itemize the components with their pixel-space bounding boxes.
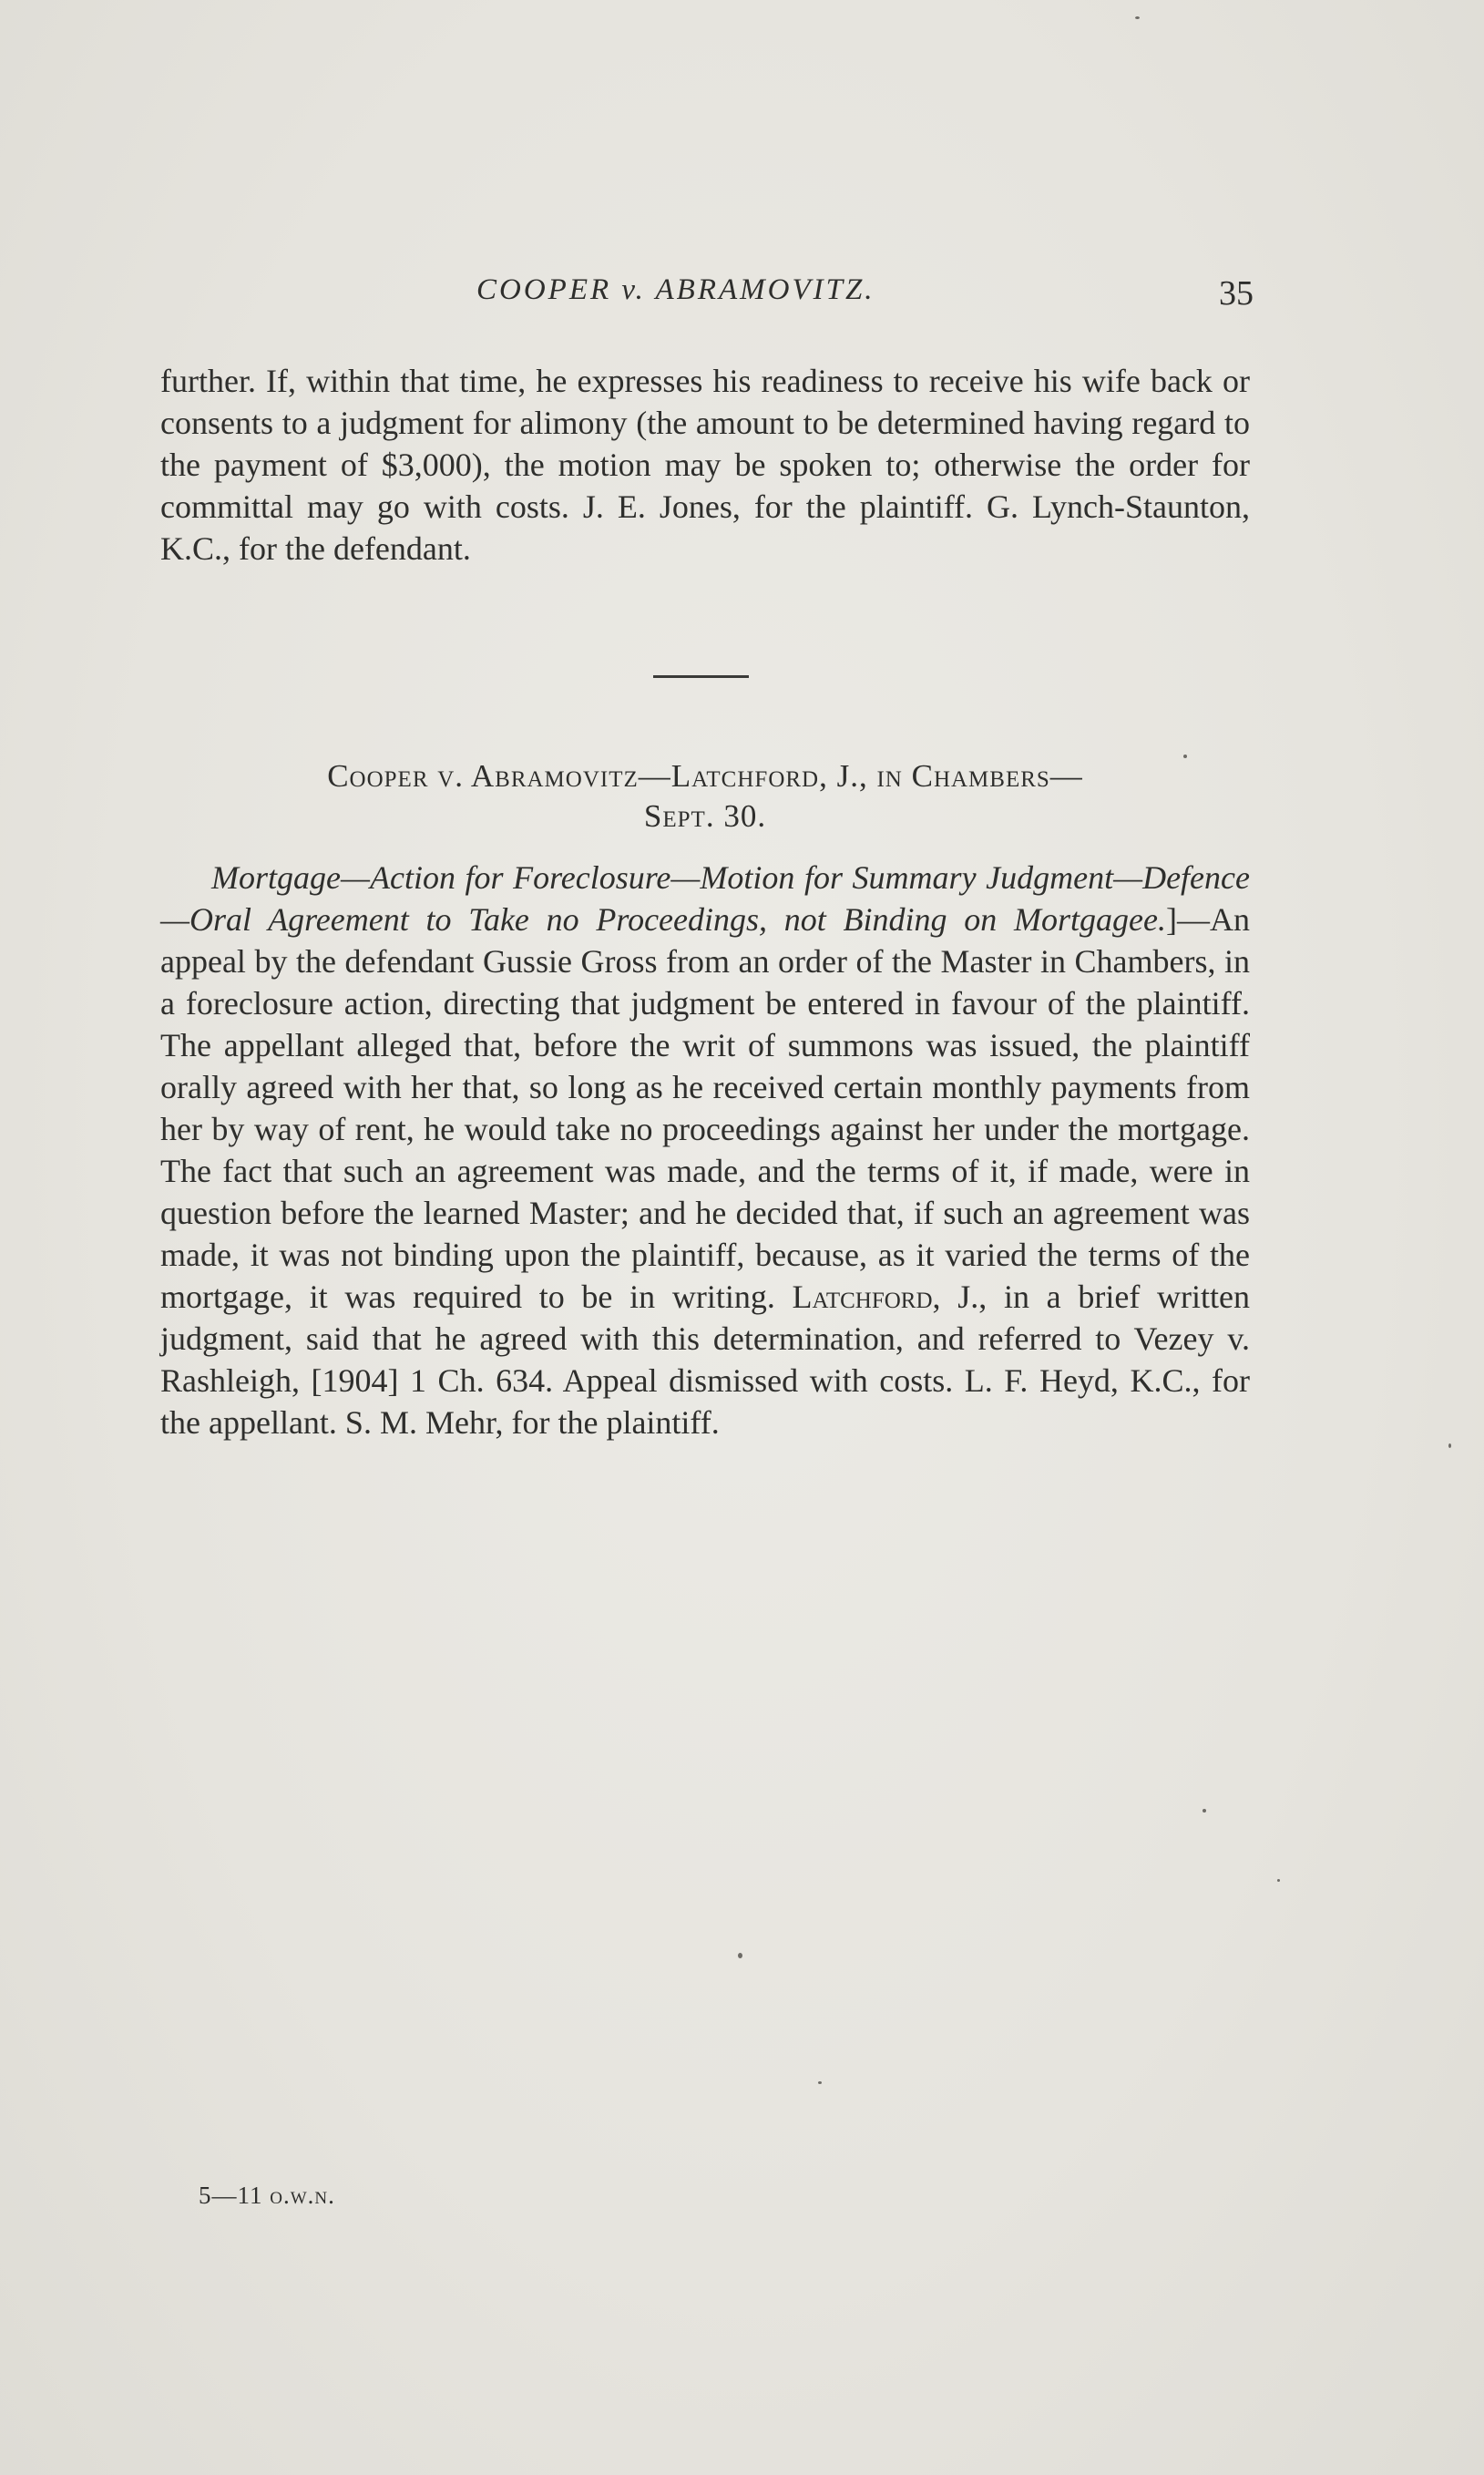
paper-speck: [1183, 755, 1187, 758]
paper-speck: [1203, 1809, 1206, 1813]
paper-speck: [1135, 16, 1140, 19]
page-number: 35: [1219, 274, 1254, 313]
section-divider: [653, 675, 749, 678]
paper-speck: [738, 1953, 742, 1958]
paper-speck: [1277, 1879, 1280, 1882]
continued-paragraph: further. If, within that time, he expresses his readiness to receive his wife back or consents to a judgment for alimony (the amount to be determined having regard to the payment of $3,000), the motion may be spoken to; otherwise the order for committal may go with costs. J. E. Jones, for the plaintiff. G. Lynch-Staunton, K.C., for the defendant.: [160, 363, 1250, 567]
paper-speck: [1448, 1443, 1451, 1448]
case-heading-line2: Sept. 30.: [643, 798, 767, 834]
case-body-part2: , in a brief written judgment, said that he agreed with this determination, and referred to Vezey v. Rashleigh, [1904] 1 Ch. 634. Appeal dismissed with costs. L. F. Heyd, K.C., for the appellant. S. M. Mehr, for the plaintiff.: [160, 1279, 1250, 1441]
case-body-part1: ]—An appeal by the defendant Gussie Gross from an order of the Master in Chambers, in a foreclosure action, directing that judgment be entered in favour of the plaintiff. The appellant alleged that, before the writ of summons was issued, the plaintiff orally agreed with her that, so long as he received certain monthly payments from her by way of rent, he would take no proceedings against her under the mortgage. The fact that such an agreement was made, and the terms of it, if made, were in question before the learned Master; and he decided that, if such an agreement was made, it was not binding upon the plaintiff, because, as it varied the terms of the mortgage, it was required to be in writing.: [160, 901, 1250, 1315]
running-title: COOPER v. ABRAMOVITZ.: [476, 273, 875, 306]
case-heading: [160, 756, 1250, 837]
printer-signature: 5—11 o.w.n.: [199, 2182, 335, 2209]
judge-name: Latchford, J.: [792, 1279, 979, 1315]
paper-speck: [818, 2081, 822, 2084]
running-head: [162, 273, 1254, 328]
case-paragraph: [160, 857, 1250, 1443]
case-heading-line1: Cooper v. Abramovitz—Latchford, J., in Chambers—: [327, 758, 1083, 794]
catchwords: Mortgage—Action for Foreclosure—Motion for Summary Judgment—Defence—Oral Agreement to Take no Proceedings, not Binding on Mortgagee.: [160, 859, 1250, 938]
